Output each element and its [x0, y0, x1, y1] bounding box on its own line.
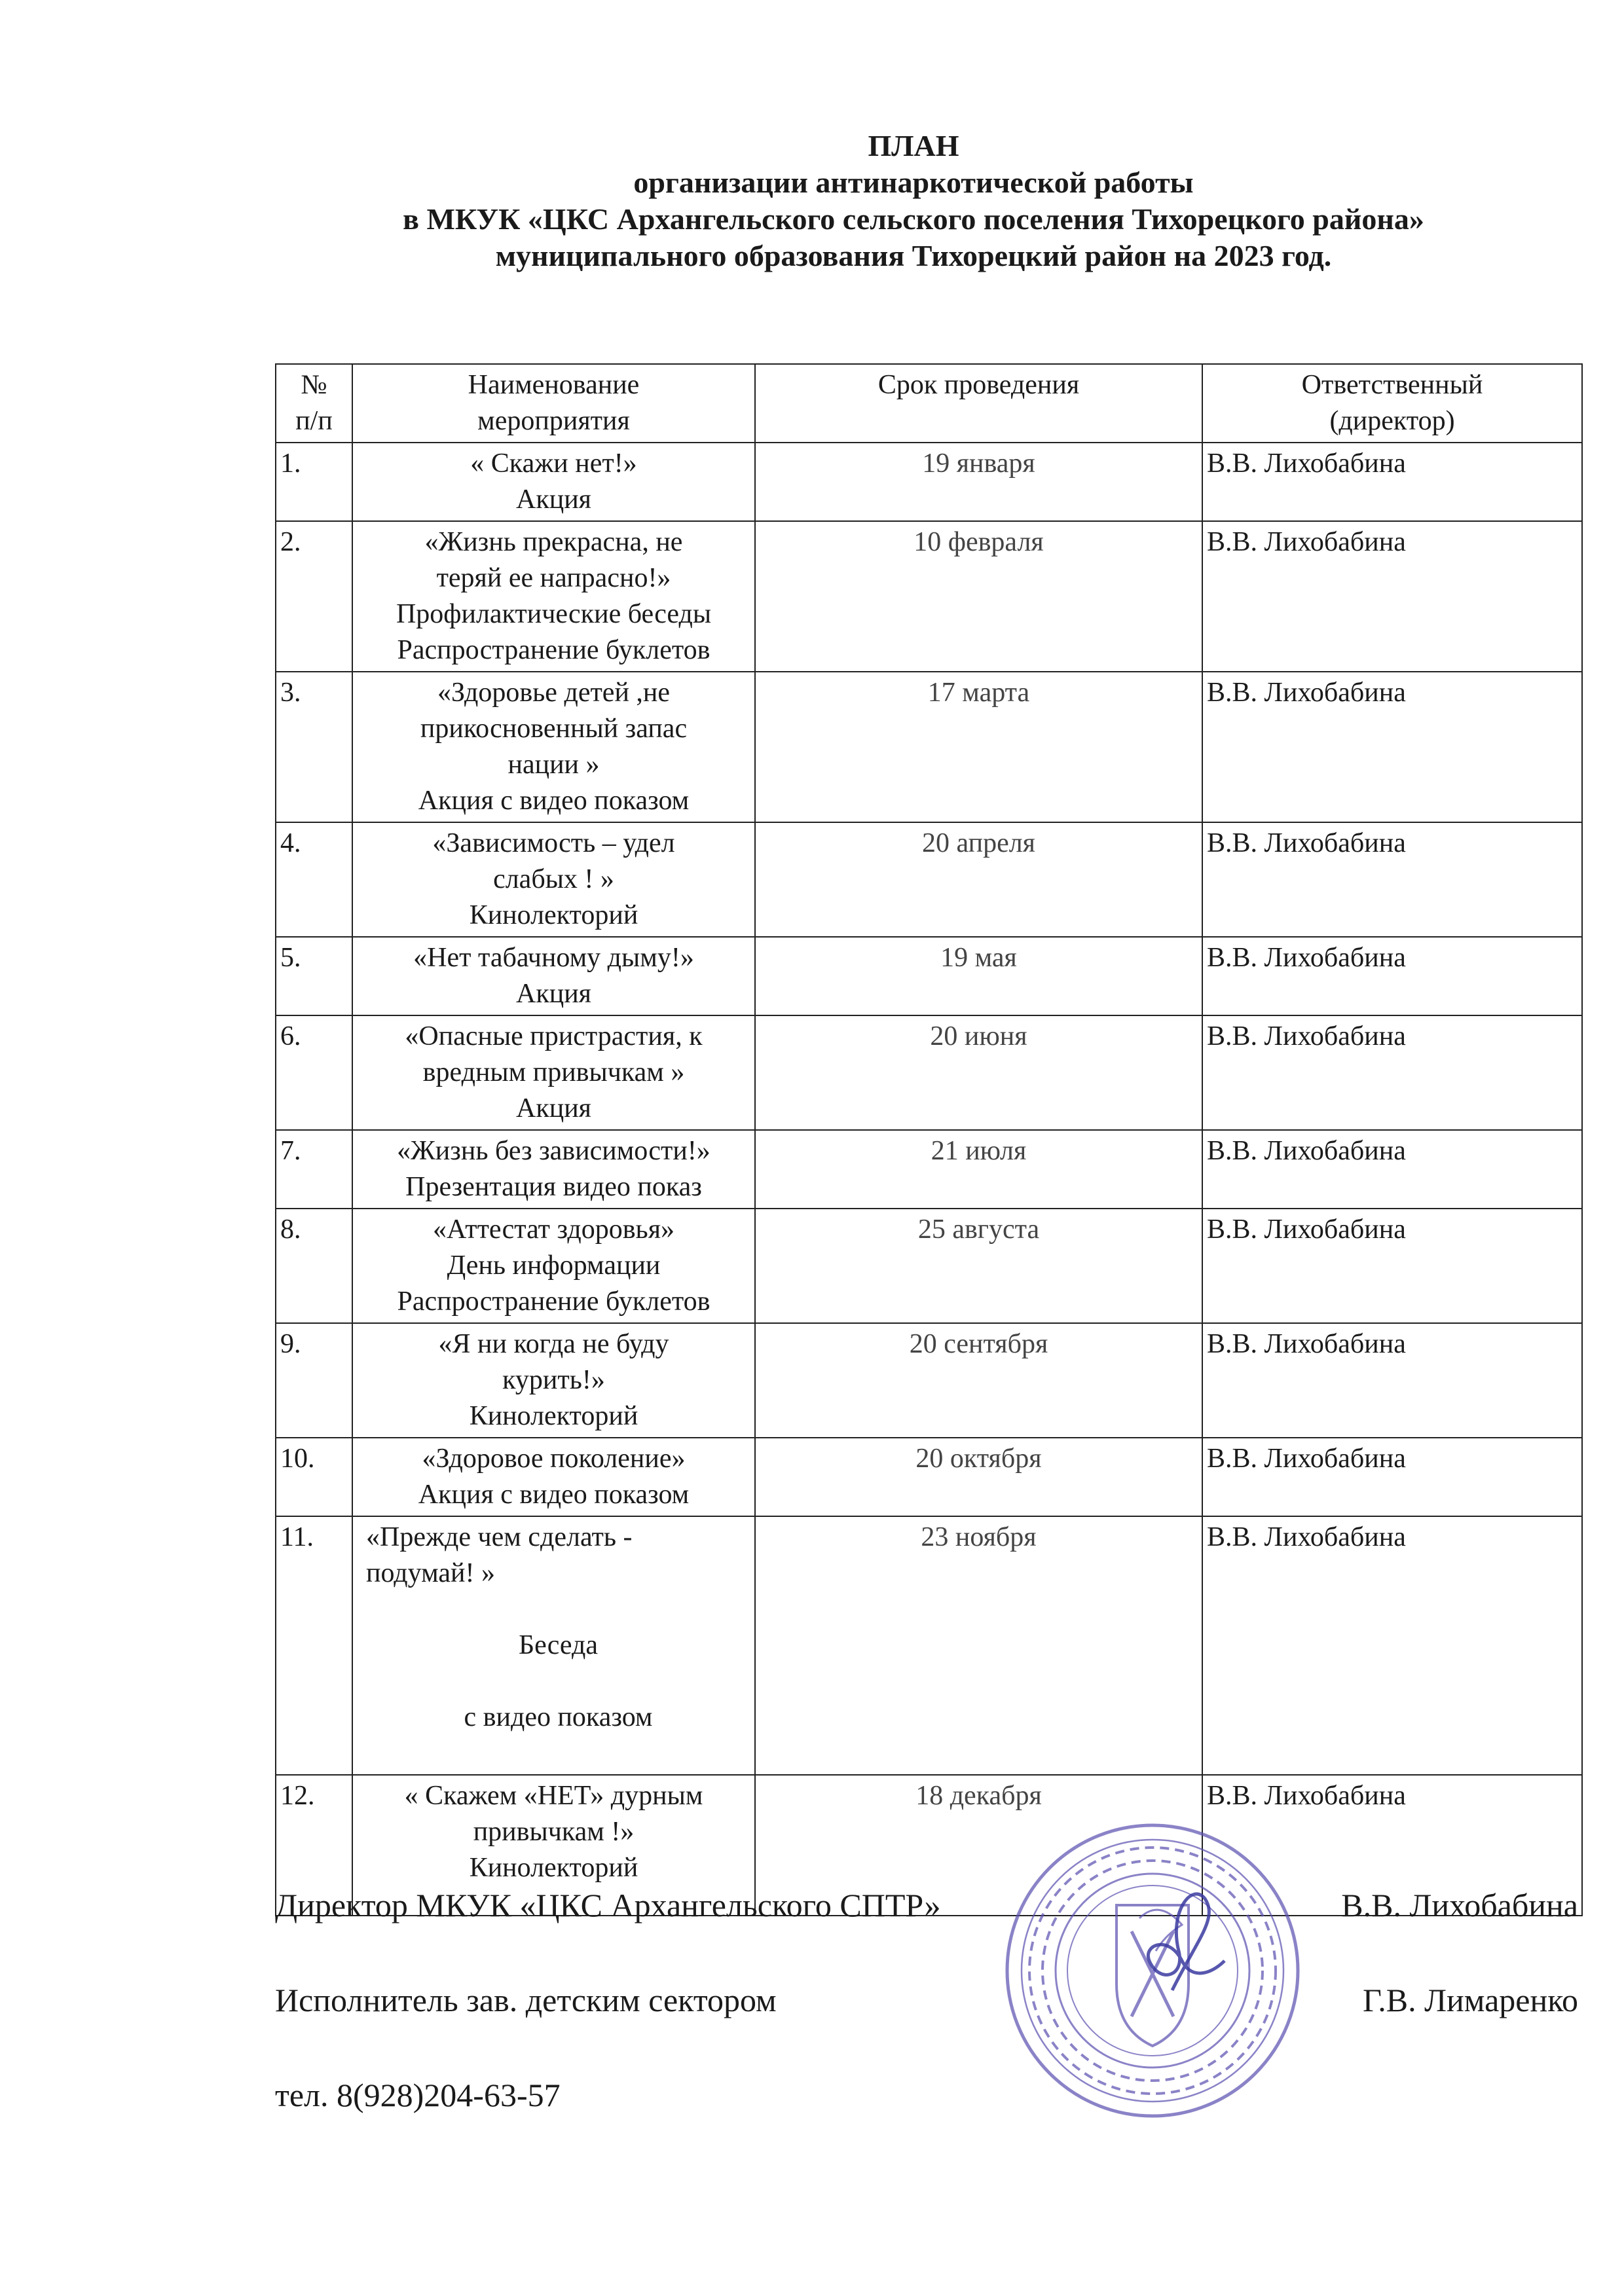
row-event-name: «Я ни когда не буду курить!» Кинолекторий [352, 1323, 755, 1438]
row-number: 6. [276, 1015, 352, 1130]
row-number: 7. [276, 1130, 352, 1209]
row-date: 19 мая [755, 937, 1202, 1015]
table-row [276, 672, 1582, 822]
row-date: 18 декабря [755, 1775, 1202, 1916]
row-number: 1. [276, 443, 352, 521]
header-number: № п/п [276, 364, 352, 443]
table-row [276, 443, 1582, 521]
row-responsible: В.В. Лихобабина [1202, 1775, 1582, 1916]
row-date: 20 октября [755, 1438, 1202, 1516]
executor-name: Г.В. Лимаренко [1363, 1982, 1578, 2018]
table-header-row [276, 364, 1582, 443]
table-row [276, 1130, 1582, 1209]
official-seal-icon [1002, 1820, 1303, 2121]
header-date: Срок проведения [755, 364, 1202, 443]
header-responsible: Ответственный (директор) [1202, 364, 1582, 443]
row-responsible: В.В. Лихобабина [1202, 937, 1582, 1015]
row-date: 20 апреля [755, 822, 1202, 937]
director-label: Директор МКУК «ЦКС Архангельского СПТР» [275, 1887, 941, 1923]
row-event-name: «Жизнь без зависимости!» Презентация видео показ [352, 1130, 755, 1209]
row-date: 20 сентября [755, 1323, 1202, 1438]
director-name: В.В. Лихобабина [1341, 1887, 1578, 1923]
row-date: 23 ноября [755, 1516, 1202, 1775]
row-number: 4. [276, 822, 352, 937]
row-number: 8. [276, 1209, 352, 1323]
table-row [276, 822, 1582, 937]
row-number: 2. [276, 521, 352, 672]
row-date: 20 июня [755, 1015, 1202, 1130]
title-line-3: в МКУК «ЦКС Архангельского сельского поселения Тихорецкого района» [403, 202, 1424, 236]
row-responsible: В.В. Лихобабина [1202, 1015, 1582, 1130]
row-date: 17 марта [755, 672, 1202, 822]
table-row [276, 937, 1582, 1015]
row-number: 3. [276, 672, 352, 822]
row-date: 19 января [755, 443, 1202, 521]
row-responsible: В.В. Лихобабина [1202, 822, 1582, 937]
row-event-name: «Жизнь прекрасна, не теряй ее напрасно!» Профилактические беседы Распространение буклетов [352, 521, 755, 672]
row-responsible: В.В. Лихобабина [1202, 521, 1582, 672]
row-number: 9. [276, 1323, 352, 1438]
row-responsible: В.В. Лихобабина [1202, 672, 1582, 822]
row-event-name: «Аттестат здоровья» День информации Распространение буклетов [352, 1209, 755, 1323]
row-event-name: «Нет табачному дыму!» Акция [352, 937, 755, 1015]
row-number: 12. [276, 1775, 352, 1916]
plan-table [275, 363, 1583, 1916]
row-date: 25 августа [755, 1209, 1202, 1323]
row-responsible: В.В. Лихобабина [1202, 1323, 1582, 1438]
row-event-name: «Здоровье детей ,не прикосновенный запас нации » Акция с видео показом [352, 672, 755, 822]
table-row [276, 1323, 1582, 1438]
title-line-2: организации антинаркотической работы [633, 166, 1194, 199]
row-event-name: «Опасные пристрастия, к вредным привычкам » Акция [352, 1015, 755, 1130]
row-event-name: « Скажи нет!» Акция [352, 443, 755, 521]
table-row [276, 1438, 1582, 1516]
phone-number: тел. 8(928)204-63-57 [275, 2077, 561, 2113]
row-number: 10. [276, 1438, 352, 1516]
row-event-name: «Здоровое поколение» Акция с видео показом [352, 1438, 755, 1516]
row-responsible: В.В. Лихобабина [1202, 1438, 1582, 1516]
row-number: 11. [276, 1516, 352, 1775]
table-row [276, 1209, 1582, 1323]
table-row [276, 1516, 1582, 1775]
row-date: 10 февраля [755, 521, 1202, 672]
table-row [276, 1015, 1582, 1130]
row-responsible: В.В. Лихобабина [1202, 1209, 1582, 1323]
row-responsible: В.В. Лихобабина [1202, 443, 1582, 521]
table-row [276, 521, 1582, 672]
row-event-name: « Скажем «НЕТ» дурным привычкам !» Кинолекторий [352, 1775, 755, 1916]
row-responsible: В.В. Лихобабина [1202, 1516, 1582, 1775]
header-event-name: Наименование мероприятия [352, 364, 755, 443]
row-date: 21 июля [755, 1130, 1202, 1209]
row-event-name: «Прежде чем сделать - подумай! » Беседа с видео показом [352, 1516, 755, 1775]
row-number: 5. [276, 937, 352, 1015]
executor-label: Исполнитель зав. детским сектором [275, 1982, 777, 2018]
document-title [216, 128, 1611, 274]
title-line-1: ПЛАН [868, 129, 959, 162]
row-event-name: «Зависимость – удел слабых ! » Кинолекторий [352, 822, 755, 937]
row-responsible: В.В. Лихобабина [1202, 1130, 1582, 1209]
title-line-4: муниципального образования Тихорецкий район на 2023 год. [495, 239, 1332, 272]
